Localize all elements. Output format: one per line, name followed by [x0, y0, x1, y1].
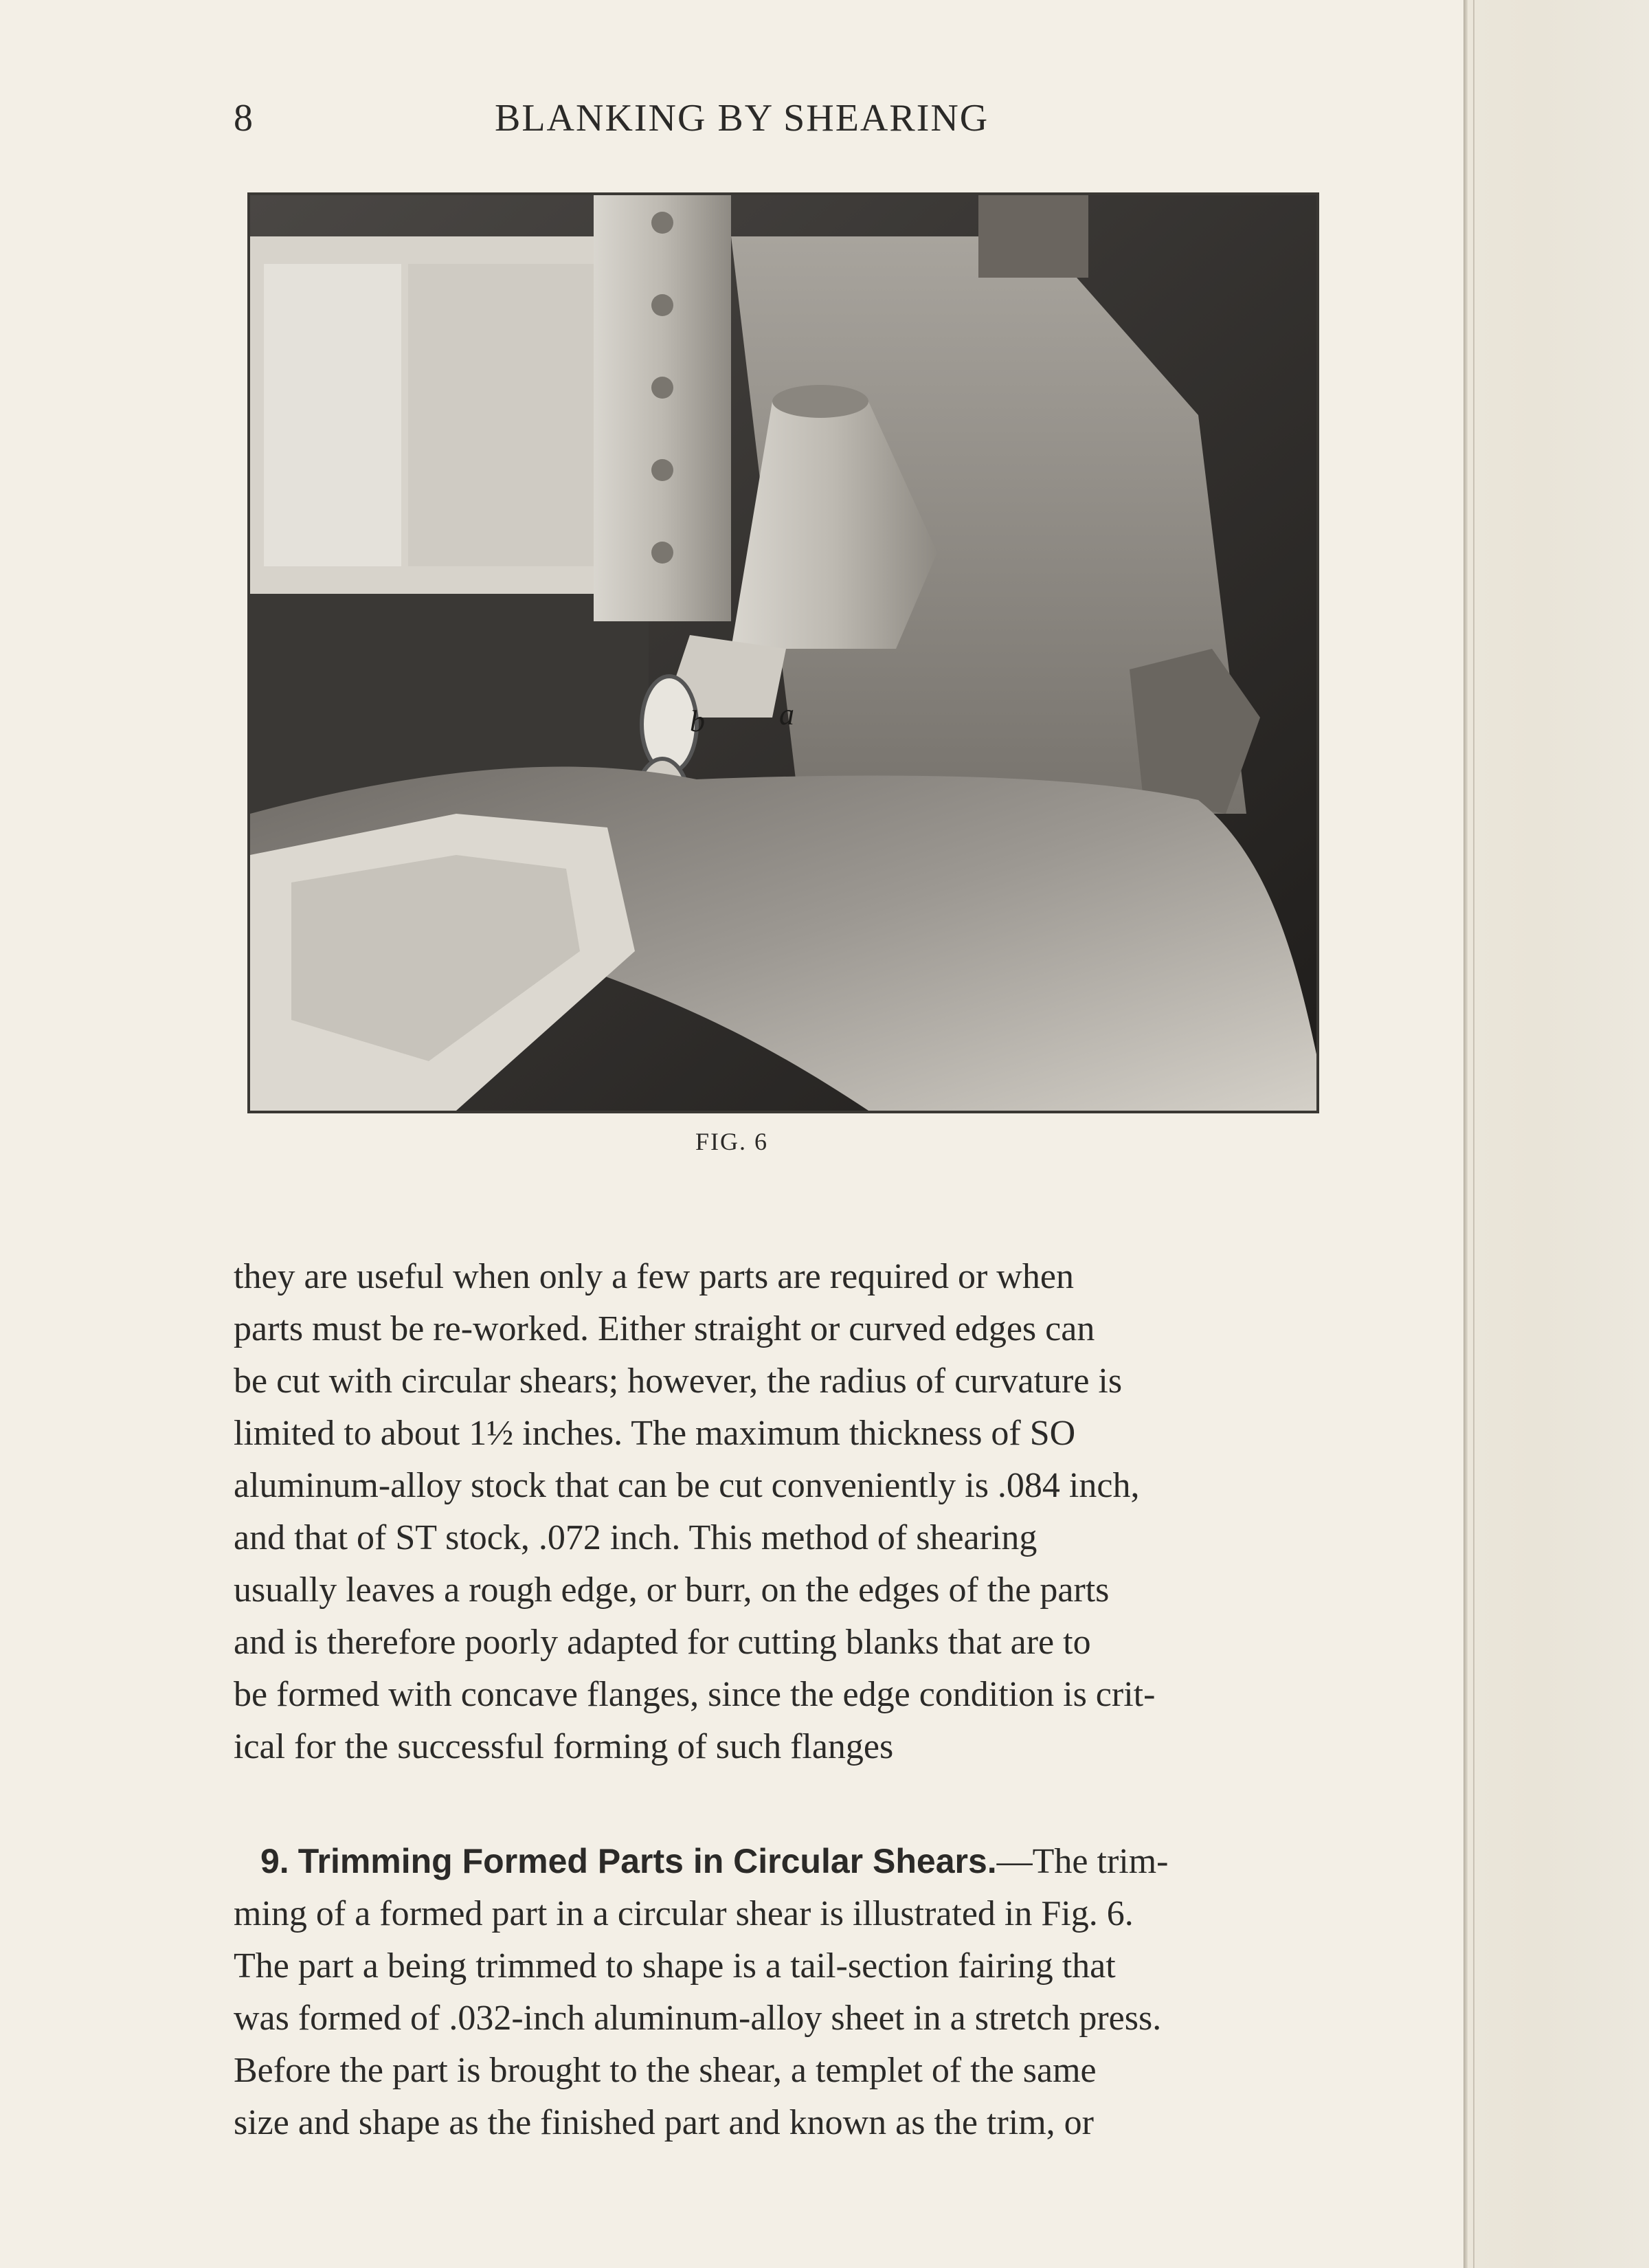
text-line: and is therefore poorly adapted for cutting blanks that are to: [234, 1623, 1091, 1662]
text-line: limited to about 1½ inches. The maximum thickness of SO: [234, 1414, 1076, 1453]
text-line: The part a being trimmed to shape is a tail-section fairing that: [234, 1946, 1116, 1986]
page-header: [234, 96, 1333, 151]
text-line: —The trim-: [996, 1842, 1169, 1881]
paragraph-1: [234, 1251, 1333, 1773]
figure-label-b: b: [690, 704, 705, 738]
text-line: Before the part is brought to the shear, a templet of the same: [234, 2051, 1097, 2090]
text-line: usually leaves a rough edge, or burr, on the edges of the parts: [234, 1570, 1110, 1610]
section-heading-line: [234, 1835, 1333, 1888]
text-line: ming of a formed part in a circular shear is illustrated in Fig. 6.: [234, 1894, 1134, 1933]
running-title: BLANKING BY SHEARING: [495, 97, 989, 140]
text-line: aluminum-alloy stock that can be cut conveniently is .084 inch,: [234, 1466, 1140, 1505]
gutter-line: [1473, 0, 1474, 2268]
section-title: Trimming Formed Parts in Circular Shears.: [298, 1842, 997, 1880]
text-line: size and shape as the finished part and known as the trim, or: [234, 2103, 1094, 2142]
text-line: parts must be re-worked. Either straight or curved edges can: [234, 1309, 1095, 1348]
shear-photo-illustration: [250, 195, 1316, 1111]
figure-label-a: a: [779, 698, 794, 731]
figure-photo: [247, 192, 1319, 1113]
text-line: they are useful when only a few parts are required or when: [234, 1257, 1074, 1296]
text-line: be cut with circular shears; however, the radius of curvature is: [234, 1361, 1123, 1401]
page-number: 8: [234, 97, 254, 140]
section-number: 9.: [260, 1842, 289, 1880]
text-line: ical for the successful forming of such flanges: [234, 1727, 894, 1766]
book-gutter: [1463, 0, 1649, 2268]
paragraph-2: [234, 1835, 1333, 2149]
text-line: and that of ST stock, .072 inch. This method of shearing: [234, 1518, 1037, 1557]
gutter-crease: [1463, 0, 1468, 2268]
text-line: was formed of .032-inch aluminum-alloy sheet in a stretch press.: [234, 1999, 1162, 2038]
text-line: be formed with concave flanges, since the edge condition is crit-: [234, 1675, 1156, 1714]
figure-caption: FIG. 6: [695, 1128, 768, 1155]
